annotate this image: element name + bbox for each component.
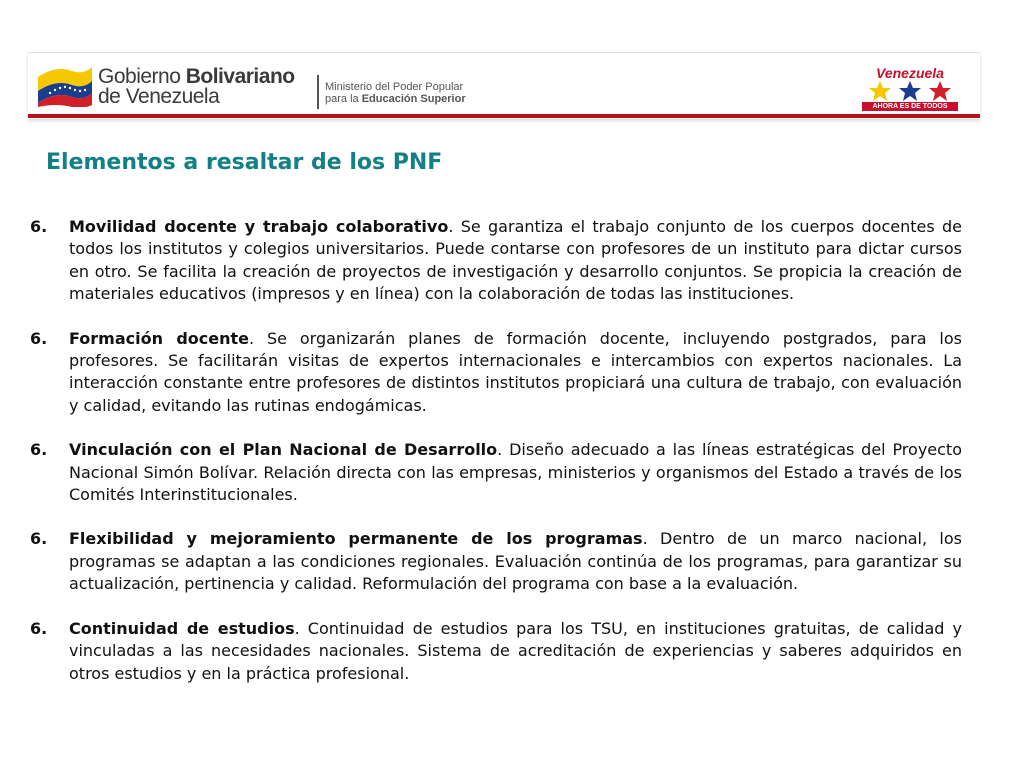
item-text — [69, 528, 962, 595]
gov-line2: de Venezuela — [98, 85, 220, 108]
item-body: . Se organizarán planes de formación docente, incluyendo postgrados, para los profesores. Se facilitarán visitas de expertos internacionales e intercambios con expertos nacionales. La interacción constante entre profesores de distintos institutos propiciará una cultura de trabajo, con evaluación y calidad, evitando las rutinas endogámicas. — [69, 328, 962, 415]
list-item — [30, 216, 962, 306]
item-number: 6. — [30, 618, 48, 638]
item-text — [69, 439, 962, 506]
venezuela-flag-icon — [36, 63, 94, 107]
item-body: . Continuidad de estudios para los TSU, en instituciones gratuitas, de calidad y vinculadas a las necesidades nacionales. Sistema de acreditación de experiencias y saberes adquiridos en otros estudios y en la práctica profesional. — [69, 618, 962, 683]
item-text — [69, 216, 962, 306]
page-title: Elementos a resaltar de los PNF — [46, 150, 443, 175]
header-banner — [28, 52, 980, 119]
item-body: . Dentro de un marco nacional, los programas se adaptan a las condiciones regionales. Evaluación continúa de los programas, para garantizar su actualización, pertinencia y calidad. Reformulación del programa con base a la evaluación. — [69, 529, 962, 594]
item-heading: Flexibilidad y mejoramiento permanente de los programas — [69, 529, 643, 549]
list-item — [30, 618, 962, 685]
ministry-line1: Ministerio del Poder Popular — [325, 81, 464, 93]
item-number: 6. — [30, 529, 48, 549]
list-item — [30, 328, 962, 418]
item-heading: Formación docente — [69, 328, 250, 348]
list-item — [30, 439, 962, 506]
stars-icon — [866, 80, 954, 102]
item-text — [69, 618, 962, 685]
gov-line1-bold: Bolivariano — [185, 65, 295, 88]
gov-line1-prefix: Gobierno — [98, 65, 186, 88]
item-number: 6. — [30, 328, 48, 348]
list-item — [30, 528, 962, 595]
item-number: 6. — [30, 217, 48, 236]
item-heading: Movilidad docente y trabajo colaborativo — [69, 217, 449, 236]
header-red-line — [28, 114, 980, 118]
item-body: . Se garantiza el trabajo conjunto de los cuerpos docentes de todos los institutos y colegios universitarios. Puede contarse con profesores de un instituto para dictar cursos en otro. Se facilita la creación de proyectos de investigación y desarrollo conjuntos. Se propicia la creación de materiales educativos (impresos y en línea) con la colaboración de todas las instituciones. — [69, 217, 962, 304]
ministry-name — [325, 81, 466, 105]
item-body: . Diseño adecuado a las líneas estratégicas del Proyecto Nacional Simón Bolívar. Relación directa con las empresas, ministerios y organismos del Estado a través de los Comités Interinstitucionales. — [69, 440, 962, 505]
item-heading: Vinculación con el Plan Nacional de Desarrollo — [69, 440, 498, 460]
item-list — [30, 216, 962, 707]
header-divider — [317, 75, 319, 109]
logo-subtitle: AHORA ES DE TODOS — [862, 102, 958, 111]
item-number: 6. — [30, 440, 48, 460]
government-name — [98, 67, 295, 107]
item-text — [69, 328, 962, 418]
venezuela-ahora-logo — [862, 65, 958, 111]
ministry-line2-prefix: para la — [325, 93, 362, 105]
item-heading: Continuidad de estudios — [69, 618, 295, 638]
ministry-line2-bold: Educación Superior — [361, 93, 466, 105]
logo-word: Venezuela — [876, 65, 944, 81]
